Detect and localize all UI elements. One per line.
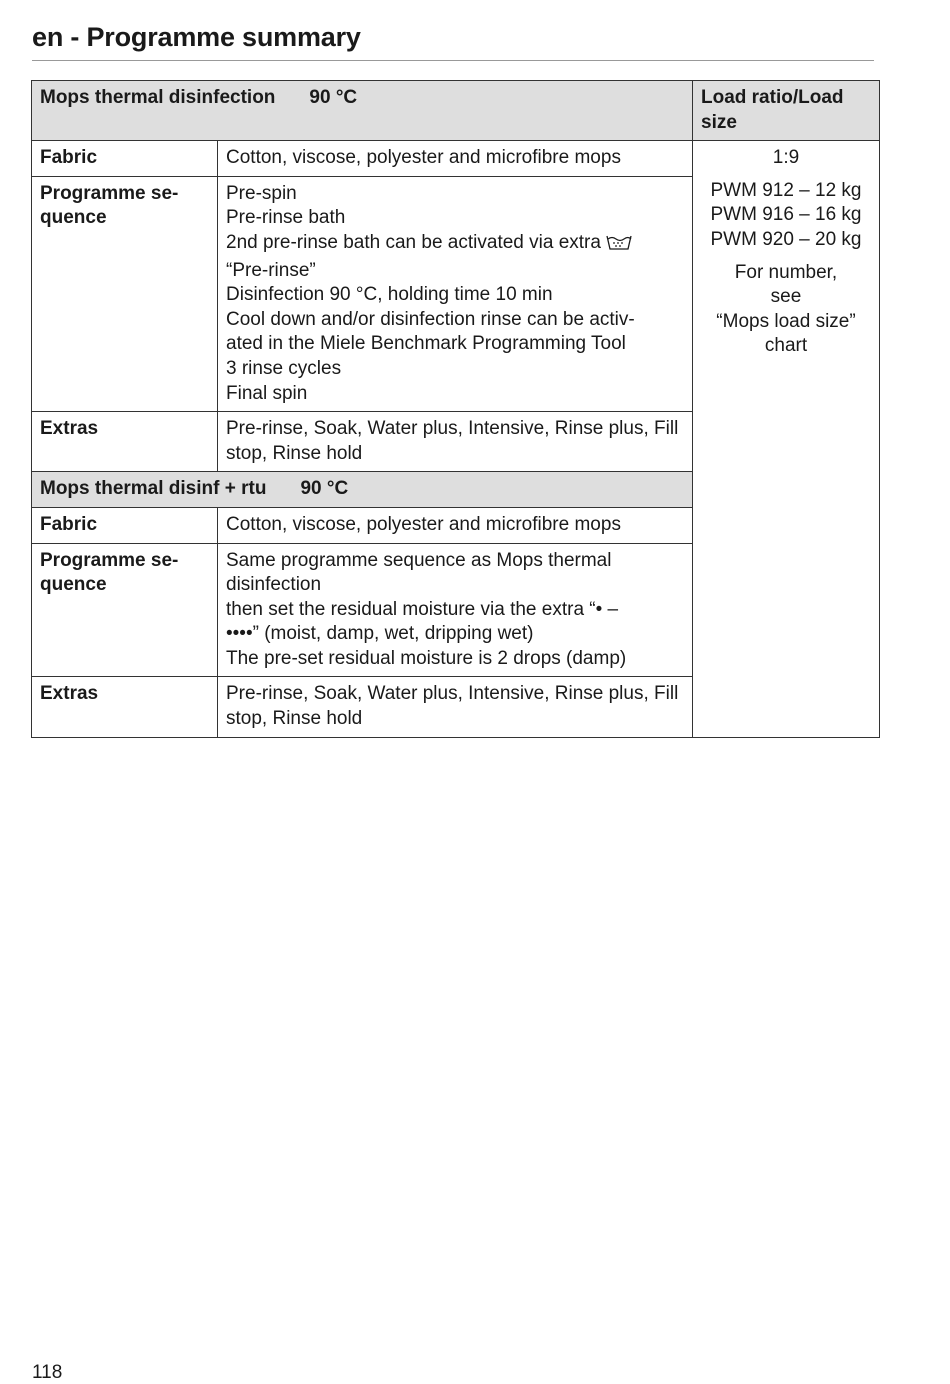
sequence-step: disinfection (226, 574, 322, 596)
sequence-label: Programme se- quence (32, 543, 218, 677)
sequence-step-with-icon (226, 231, 684, 259)
load-note-line: see (770, 286, 802, 308)
load-note-line: chart (764, 335, 808, 357)
sequence-step: then set the residual moisture via the extra “• – (226, 598, 619, 620)
sequence-step: ••••” (moist, damp, wet, dripping wet) (226, 623, 534, 645)
fabric-label: Fabric (32, 507, 218, 543)
load-model: PWM 916 – 16 kg (710, 204, 862, 226)
sequence-step: “Pre-rinse” (226, 259, 316, 281)
load-header: Load ratio/Load size (693, 81, 880, 141)
load-note-line: “Mops load size” (716, 310, 856, 332)
title-divider (32, 60, 874, 61)
sequence-step: Pre-spin (226, 182, 297, 204)
programme-name: Mops thermal disinfection (40, 87, 276, 108)
table-row (32, 141, 880, 177)
sequence-step: ated in the Miele Benchmark Programming Tool (226, 333, 626, 355)
load-note-line: For number, (734, 261, 838, 283)
fabric-label: Fabric (32, 141, 218, 177)
sequence-step: Pre-rinse bath (226, 207, 346, 229)
pre-rinse-wash-icon (605, 233, 633, 259)
programme-summary-table (31, 80, 880, 738)
programme-temperature: 90 °C (309, 87, 358, 108)
sequence-value (218, 543, 693, 677)
sequence-step: Cool down and/or disinfection rinse can be activ- (226, 308, 635, 330)
sequence-step: Final spin (226, 382, 308, 404)
sequence-step: The pre-set residual moisture is 2 drops (damp) (226, 647, 627, 669)
extras-value: Pre-rinse, Soak, Water plus, Intensive, Rinse plus, Fill stop, Rinse hold (218, 412, 693, 472)
extras-label: Extras (32, 677, 218, 737)
fabric-value: Cotton, viscose, polyester and microfibre mops (218, 507, 693, 543)
programme-header (32, 81, 693, 141)
sequence-label: Programme se- quence (32, 176, 218, 411)
programme-temperature: 90 °C (300, 478, 349, 500)
programme-header-row (32, 81, 880, 141)
load-info-cell (693, 141, 880, 737)
load-ratio: 1:9 (772, 147, 800, 169)
sequence-value (218, 176, 693, 411)
extras-label: Extras (32, 412, 218, 472)
fabric-value: Cotton, viscose, polyester and microfibre mops (218, 141, 693, 177)
sequence-step: Disinfection 90 °C, holding time 10 min (226, 284, 553, 306)
page-number: 118 (32, 1362, 63, 1383)
sequence-step: 3 rinse cycles (226, 357, 342, 379)
load-model: PWM 920 – 20 kg (710, 228, 862, 250)
load-models (701, 179, 871, 253)
sequence-step: Same programme sequence as Mops thermal (226, 549, 612, 571)
programme-header (32, 472, 693, 508)
programme-name: Mops thermal disinf + rtu (40, 478, 267, 500)
page-title: en - Programme summary (32, 22, 361, 52)
extras-value: Pre-rinse, Soak, Water plus, Intensive, Rinse plus, Fill stop, Rinse hold (218, 677, 693, 737)
sequence-step: 2nd pre-rinse bath can be activated via extra (226, 231, 601, 253)
load-note (701, 261, 871, 359)
load-model: PWM 912 – 12 kg (710, 179, 862, 201)
